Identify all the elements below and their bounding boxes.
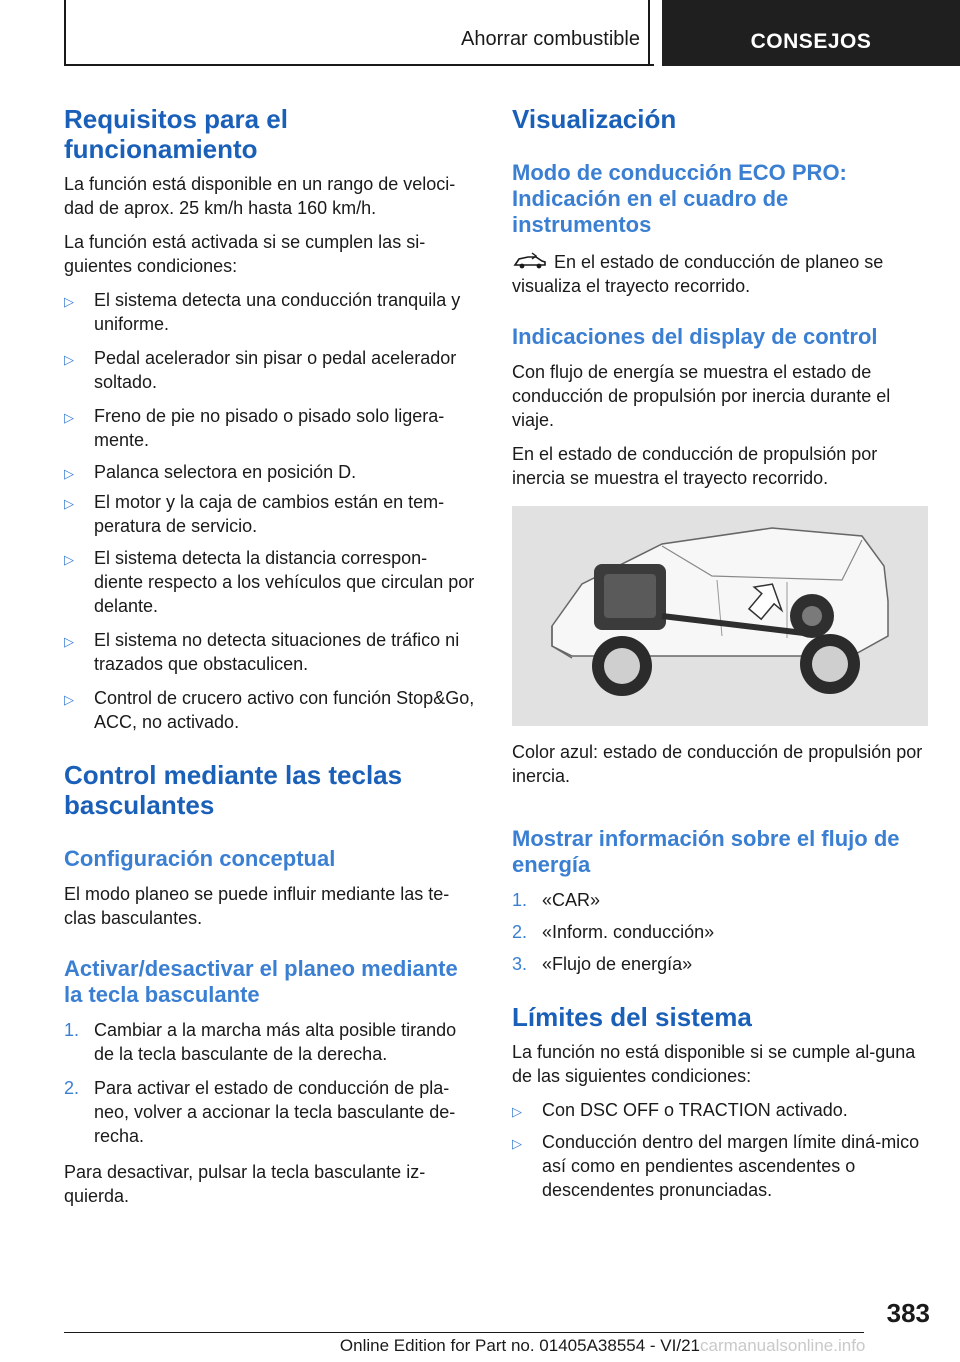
triangle-right-icon: ▷ [64, 634, 74, 649]
condition-bullet: ▷ El motor y la caja de cambios están en tem-peratura de servicio. [64, 492, 445, 536]
condition-bullet: ▷ El sistema detecta una conducción tranquila y uniforme. [64, 290, 461, 334]
image-caption: Color azul: estado de conducción de propulsión por inercia. [512, 742, 923, 786]
header-divider [648, 0, 650, 66]
paragraph-speed-range: La función está disponible en un rango de veloci-dad de aprox. 25 km/h hasta 160 km/h. [64, 174, 456, 218]
paragraph-display-2: En el estado de conducción de propulsión por inercia se muestra el trayecto recorrido. [512, 444, 878, 488]
heading-configuracion: Configuración conceptual [64, 846, 336, 871]
limit-bullet: ▷ Con DSC OFF o TRACTION activado. [512, 1098, 930, 1122]
triangle-right-icon: ▷ [64, 496, 74, 511]
triangle-right-icon: ▷ [64, 466, 74, 481]
menu-path-item: 2. «Inform. conducción» [512, 922, 715, 942]
car-coasting-icon [512, 251, 548, 271]
menu-path-item: 3. «Flujo de energía» [512, 954, 693, 974]
heading-display-control: Indicaciones del display de control [512, 324, 878, 349]
step-item: 1. Cambiar a la marcha más alta posible tirando de la tecla basculante de la derecha. [64, 1020, 457, 1064]
triangle-right-icon: ▷ [64, 552, 74, 567]
triangle-right-icon: ▷ [64, 410, 74, 425]
heading-activar-planeo: Activar/desactivar el planeo mediante la tecla basculante [64, 956, 458, 1007]
heading-limites: Límites del sistema [512, 1002, 752, 1032]
paragraph-conditions-intro: La función está activada si se cumplen las si-guientes condiciones: [64, 232, 426, 276]
limit-bullet: ▷ Conducción dentro del margen límite diná-mico así como en pendientes ascendentes o descendentes pronunciadas. [512, 1132, 920, 1200]
footer-rule [64, 1332, 864, 1333]
paragraph-configuracion: El modo planeo se puede influir mediante las te-clas basculantes. [64, 884, 450, 928]
menu-path-item: 1. «CAR» [512, 890, 601, 910]
watermark: carmanualsonline.info [700, 1336, 866, 1355]
step-number: 1. [64, 1020, 80, 1040]
heading-requisitos: Requisitos para el funcionamiento [64, 104, 288, 164]
header-chapter-tab [662, 0, 960, 66]
step-number: 1. [512, 890, 528, 910]
heading-control-teclas: Control mediante las teclas basculantes [64, 760, 403, 820]
triangle-right-icon: ▷ [64, 692, 74, 707]
condition-bullet: ▷ Palanca selectora en posición D. [64, 460, 476, 484]
paragraph-eco-pro: En el estado de conducción de planeo se visualiza el trayecto recorrido. [512, 252, 884, 296]
step-number: 3. [512, 954, 528, 974]
step-number: 2. [512, 922, 528, 942]
triangle-right-icon: ▷ [64, 294, 74, 309]
paragraph-display-1: Con flujo de energía se muestra el estado de conducción de propulsión por inercia durante el viaje. [512, 362, 891, 430]
page-number: 383 [886, 1298, 930, 1328]
step-number: 2. [64, 1078, 80, 1098]
footer-edition: Online Edition for Part no. 01405A38554 - VI/21 [339, 1336, 700, 1355]
condition-bullet: ▷ Control de crucero activo con función Stop&Go, ACC, no activado. [64, 688, 475, 732]
heading-mostrar-flujo: Mostrar información sobre el flujo de energía [512, 826, 900, 877]
triangle-right-icon: ▷ [512, 1136, 522, 1151]
paragraph-desactivar: Para desactivar, pulsar la tecla basculante iz-quierda. [64, 1162, 426, 1206]
condition-bullet: ▷ Pedal acelerador sin pisar o pedal acelerador soltado. [64, 348, 457, 392]
header-bottom-rule [64, 64, 654, 66]
header-section-title: Ahorrar combustible [461, 28, 640, 50]
condition-bullet: ▷ El sistema no detecta situaciones de tráfico ni trazados que obstaculicen. [64, 630, 460, 674]
heading-visualizacion: Visualización [512, 104, 677, 134]
step-item: 2. Para activar el estado de conducción de pla-neo, volver a accionar la tecla basculante de-recha. [64, 1078, 456, 1146]
condition-bullet: ▷ El sistema detecta la distancia correspon-diente respecto a los vehículos que circulan por delante. [64, 548, 475, 616]
header-left-rule [64, 0, 66, 66]
header-chapter-label: CONSEJOS [750, 30, 872, 53]
condition-bullet: ▷ Freno de pie no pisado o pisado solo ligera-mente. [64, 406, 445, 450]
triangle-right-icon: ▷ [512, 1104, 522, 1119]
car-powertrain-illustration [512, 506, 928, 726]
triangle-right-icon: ▷ [64, 352, 74, 367]
paragraph-limites: La función no está disponible si se cumple al-guna de las siguientes condiciones: [512, 1042, 916, 1086]
heading-eco-pro: Modo de conducción ECO PRO: Indicación en el cuadro de instrumentos [512, 160, 847, 237]
